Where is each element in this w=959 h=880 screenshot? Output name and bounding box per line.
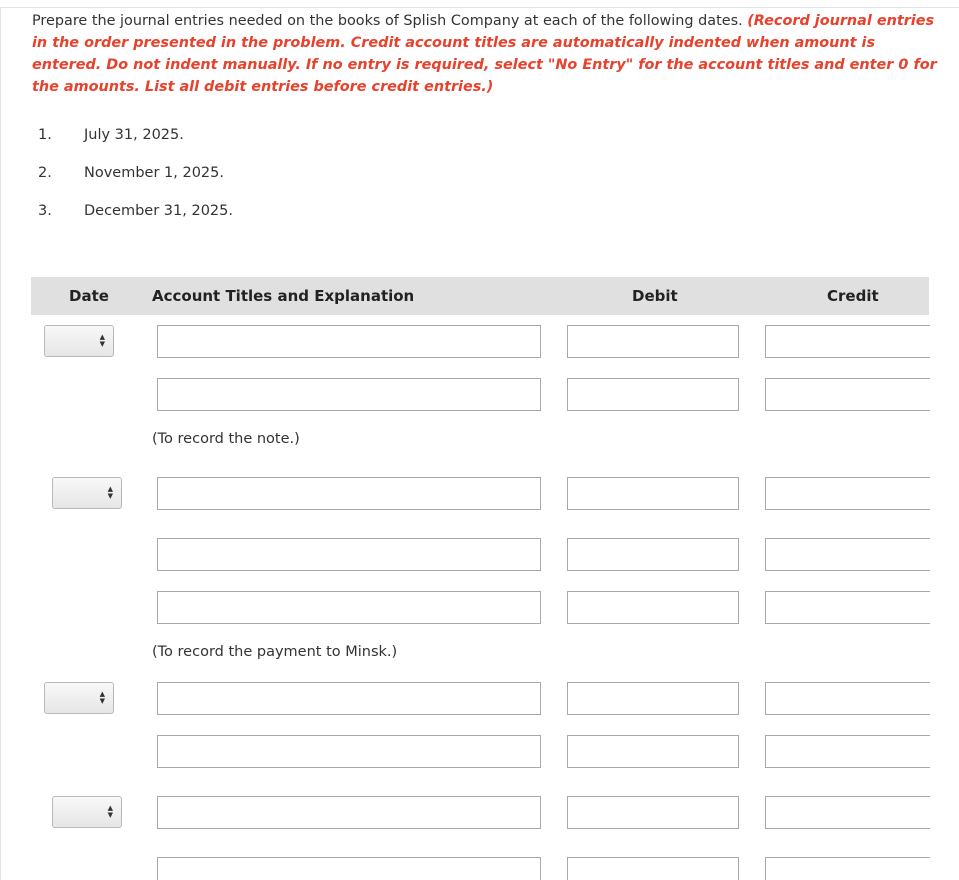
account-title-input[interactable] bbox=[157, 591, 541, 624]
account-title-input[interactable] bbox=[157, 477, 541, 510]
item-number: 2. bbox=[38, 165, 52, 181]
credit-input[interactable] bbox=[765, 682, 930, 715]
account-title-input[interactable] bbox=[157, 538, 541, 571]
debit-input[interactable] bbox=[567, 325, 739, 358]
header-credit: Credit bbox=[827, 287, 879, 305]
top-divider bbox=[0, 0, 959, 8]
credit-input[interactable] bbox=[765, 325, 930, 358]
item-number: 1. bbox=[38, 127, 52, 143]
item-date: November 1, 2025. bbox=[84, 165, 224, 181]
credit-input[interactable] bbox=[765, 857, 930, 880]
header-account: Account Titles and Explanation bbox=[152, 287, 415, 305]
entry-explanation: (To record the note.) bbox=[152, 431, 300, 447]
debit-input[interactable] bbox=[567, 735, 739, 768]
up-down-arrows-icon: ▲ ▼ bbox=[107, 804, 113, 819]
account-title-input[interactable] bbox=[157, 796, 541, 829]
date-select[interactable] bbox=[52, 796, 122, 828]
debit-input[interactable] bbox=[567, 477, 739, 510]
left-divider bbox=[0, 8, 1, 880]
debit-input[interactable] bbox=[567, 796, 739, 829]
debit-input[interactable] bbox=[567, 857, 739, 880]
instructions bbox=[32, 10, 937, 98]
journal-table-header bbox=[31, 277, 929, 315]
up-down-arrows-icon: ▲ ▼ bbox=[99, 333, 105, 348]
debit-input[interactable] bbox=[567, 682, 739, 715]
account-title-input[interactable] bbox=[157, 735, 541, 768]
account-title-input[interactable] bbox=[157, 378, 541, 411]
credit-input[interactable] bbox=[765, 796, 930, 829]
date-select[interactable] bbox=[44, 325, 114, 357]
debit-input[interactable] bbox=[567, 591, 739, 624]
up-down-arrows-icon: ▲ ▼ bbox=[107, 485, 113, 500]
credit-input[interactable] bbox=[765, 538, 930, 571]
instructions-emphasis: (Record journal entries in the order presented in the problem. Credit account titles are automatically indented when amount is entered. Do not indent manually. If no entry is required, select "No Entry" for the account titles and enter 0 for the amounts. List all debit entries before credit entries.) bbox=[32, 13, 937, 95]
date-select[interactable] bbox=[52, 477, 122, 509]
credit-input[interactable] bbox=[765, 591, 930, 624]
item-date: July 31, 2025. bbox=[84, 127, 184, 143]
credit-input[interactable] bbox=[765, 735, 930, 768]
credit-input[interactable] bbox=[765, 378, 930, 411]
instructions-text: Prepare the journal entries needed on the books of Splish Company at each of the following dates. bbox=[32, 13, 743, 29]
header-debit: Debit bbox=[632, 287, 678, 305]
debit-input[interactable] bbox=[567, 378, 739, 411]
account-title-input[interactable] bbox=[157, 682, 541, 715]
account-title-input[interactable] bbox=[157, 857, 541, 880]
debit-input[interactable] bbox=[567, 538, 739, 571]
credit-input[interactable] bbox=[765, 477, 930, 510]
item-date: December 31, 2025. bbox=[84, 203, 233, 219]
account-title-input[interactable] bbox=[157, 325, 541, 358]
header-date: Date bbox=[69, 287, 109, 305]
up-down-arrows-icon: ▲ ▼ bbox=[99, 690, 105, 705]
entry-explanation: (To record the payment to Minsk.) bbox=[152, 644, 398, 660]
item-number: 3. bbox=[38, 203, 52, 219]
date-select[interactable] bbox=[44, 682, 114, 714]
